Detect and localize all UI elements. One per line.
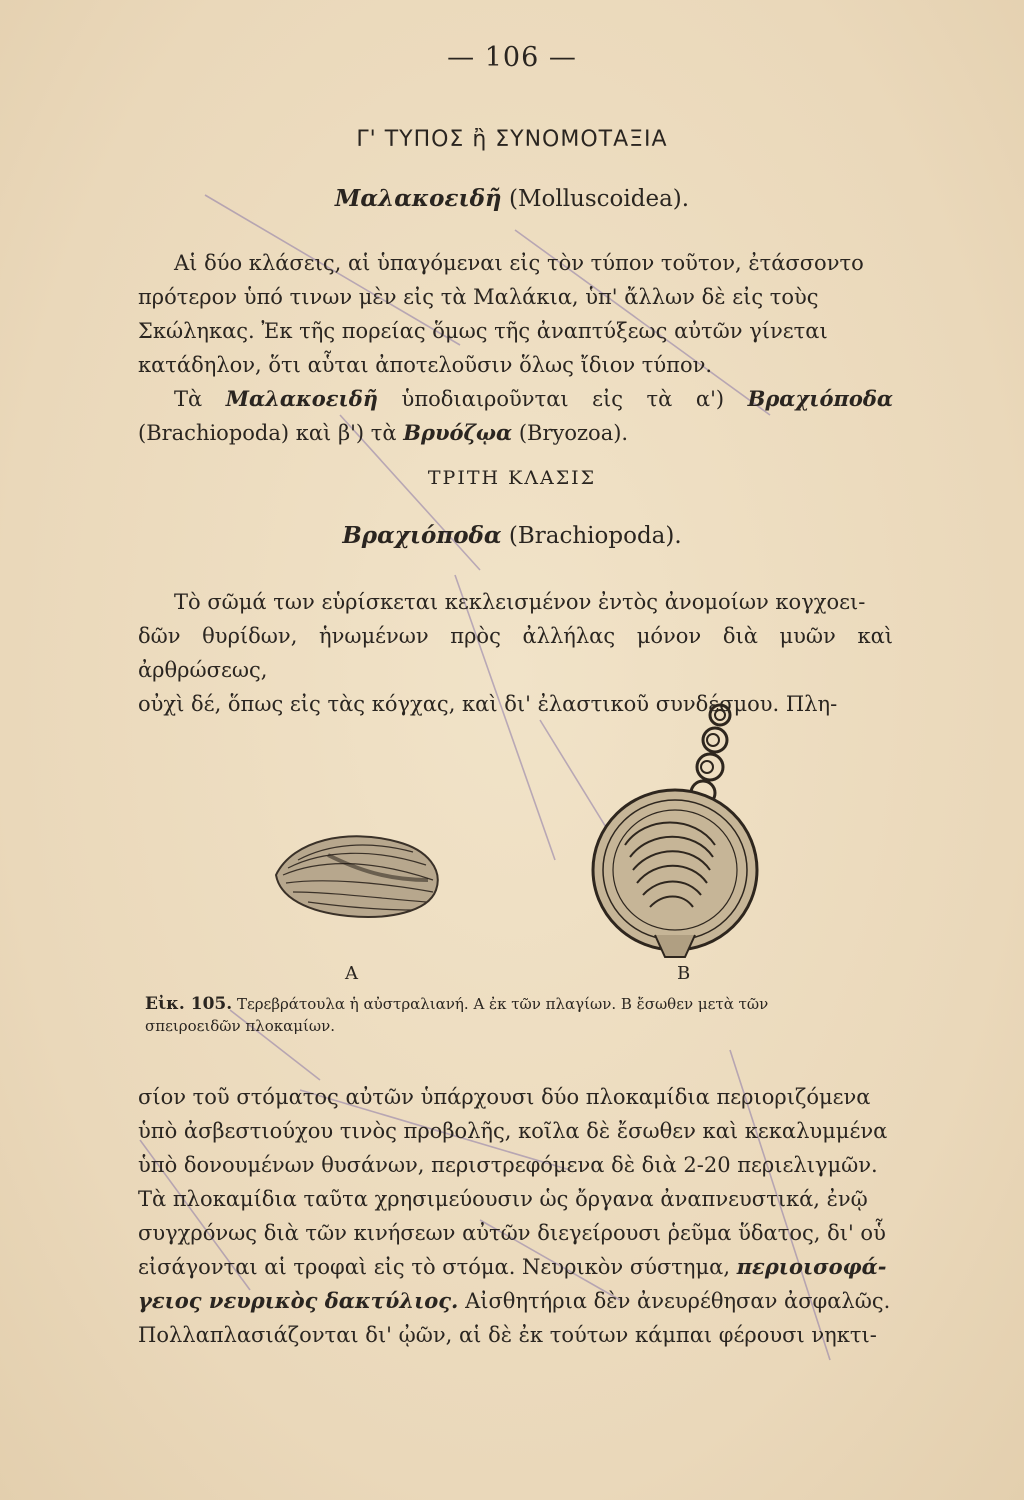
paragraph-tentacles-line: συγχρόνως διὰ τῶν κινήσεων αὐτῶν διεγείρουσι ῥεῦμα ὕδατος, δι' οὗ	[138, 1221, 886, 1245]
paragraph-intro-line: πρότερον ὑπό τινων μὲν εἰς τὰ Μαλάκια, ὑπ' ἄλλων δὲ εἰς τοὺς	[138, 285, 819, 309]
title-molluscoidea	[0, 185, 1024, 212]
paragraph-intro-line: κατάδηλον, ὅτι αὗται ἀποτελοῦσιν ὅλως ἴδιον τύπον.	[138, 353, 713, 377]
figure-caption-text: Τερεβράτουλα ἡ αὐστραλιανή. Α ἐκ τῶν πλαγίων. Β ἔσωθεν μετὰ τῶν	[236, 995, 769, 1013]
title-molluscoidea-greek: Μαλακοειδῆ	[334, 185, 502, 212]
text-run: Αἰσθητήρια δὲν ἀνευρέθησαν ἀσφαλῶς.	[465, 1289, 891, 1313]
paragraph-tentacles-line: ὑπὸ δονουμένων θυσάνων, περιστρεφόμενα δὲ διὰ 2-20 περιελιγμῶν.	[138, 1153, 878, 1177]
title-molluscoidea-latin: (Molluscoidea).	[508, 186, 690, 212]
paragraph-subdivision-text	[138, 382, 893, 450]
term-bryozoa: Βρυόζῳα	[403, 420, 513, 445]
paragraph-body-line: Τὸ σῶμά των εὑρίσκεται κεκλεισμένον ἐντὸς ἀνομοίων κογχοει-	[174, 590, 866, 614]
text-run: (Brachiopoda) καὶ β') τὰ	[138, 421, 397, 445]
paragraph-intro-line: Αἱ δύο κλάσεις, αἱ ὑπαγόμεναι εἰς τὸν τύπον τοῦτον, ἐτάσσοντο	[174, 251, 864, 275]
text-run: ὑποδιαιροῦνται εἰς τὰ α')	[401, 387, 725, 411]
page-number: — 106 —	[447, 42, 577, 73]
paragraph-tentacles-line: σίον τοῦ στόματος αὐτῶν ὑπάρχουσι δύο πλοκαμίδια περιοριζόμενα	[138, 1085, 871, 1109]
paragraph-body-line: οὐχὶ δέ, ὅπως εἰς τὰς κόγχας, καὶ δι' ἐλαστικοῦ συνδέσμου. Πλη-	[138, 692, 838, 716]
figure-label-a: A	[345, 963, 358, 984]
section-heading: Γ' ΤΥΠΟΣ ἢ ΣΥΝΟΜΟΤΑΞΙΑ	[356, 127, 668, 152]
text-run: Τὰ	[174, 387, 203, 411]
figure-label-b: B	[677, 963, 691, 984]
paragraph-tentacles-line: Πολλαπλασιάζονται δι' ᾠῶν, αἱ δὲ ἐκ τούτων κάμπαι φέρουσι νηκτι-	[138, 1323, 877, 1347]
term-periesophageal: περιοισοφά-	[736, 1254, 887, 1279]
term-nerve-ring: γειος νευρικὸς δακτύλιος.	[138, 1288, 459, 1313]
paragraph-tentacles-line: ὑπὸ ἀσβεστιούχου τινὸς προβολῆς, κοῖλα δὲ ἔσωθεν καὶ κεκαλυμμένα	[138, 1119, 888, 1143]
text-run: (Bryozoa).	[518, 421, 629, 445]
paragraph-body-line: δῶν θυρίδων, ἡνωμένων πρὸς ἀλλήλας μόνον διὰ μυῶν καὶ ἀρθρώσεως,	[138, 624, 893, 682]
paragraph-tentacles-line: Τὰ πλοκαμίδια ταῦτα χρησιμεύουσιν ὡς ὄργανα ἀναπνευστικά, ἐνῷ	[138, 1187, 868, 1211]
paragraph-intro	[138, 246, 893, 382]
paragraph-tentacles	[138, 1080, 893, 1352]
paragraph-subdivision	[138, 382, 893, 450]
term-brachiopoda: Βραχιόποδα	[747, 386, 893, 411]
figure-caption	[145, 993, 890, 1037]
paragraph-body	[138, 585, 893, 721]
figure-caption-line	[145, 993, 890, 1015]
figure-caption-line: σπειροειδῶν πλοκαμίων.	[145, 1017, 336, 1035]
title-brachiopoda-greek: Βραχιόποδα	[342, 522, 502, 549]
shell-interior-spiral-illustration	[585, 695, 775, 965]
title-brachiopoda-latin: (Brachiopoda).	[508, 523, 682, 549]
term-malakoeidi: Μαλακοειδῆ	[225, 386, 378, 411]
shell-side-view-illustration	[268, 820, 448, 930]
paragraph-intro-line: Σκώληκας. Ἐκ τῆς πορείας ὅμως τῆς ἀναπτύξεως αὐτῶν γίνεται	[138, 319, 828, 343]
paragraph-tentacles-line	[138, 1284, 893, 1318]
figure-caption-number: Εἰκ. 105.	[145, 994, 233, 1014]
class-heading: ΤΡΙΤΗ ΚΛΑΣΙΣ	[427, 467, 597, 489]
paragraph-tentacles-line	[138, 1250, 893, 1284]
text-run: εἰσάγονται αἱ τροφαὶ εἰς τὸ στόμα. Νευρικὸν σύστημα,	[138, 1255, 730, 1279]
title-brachiopoda	[0, 522, 1024, 549]
